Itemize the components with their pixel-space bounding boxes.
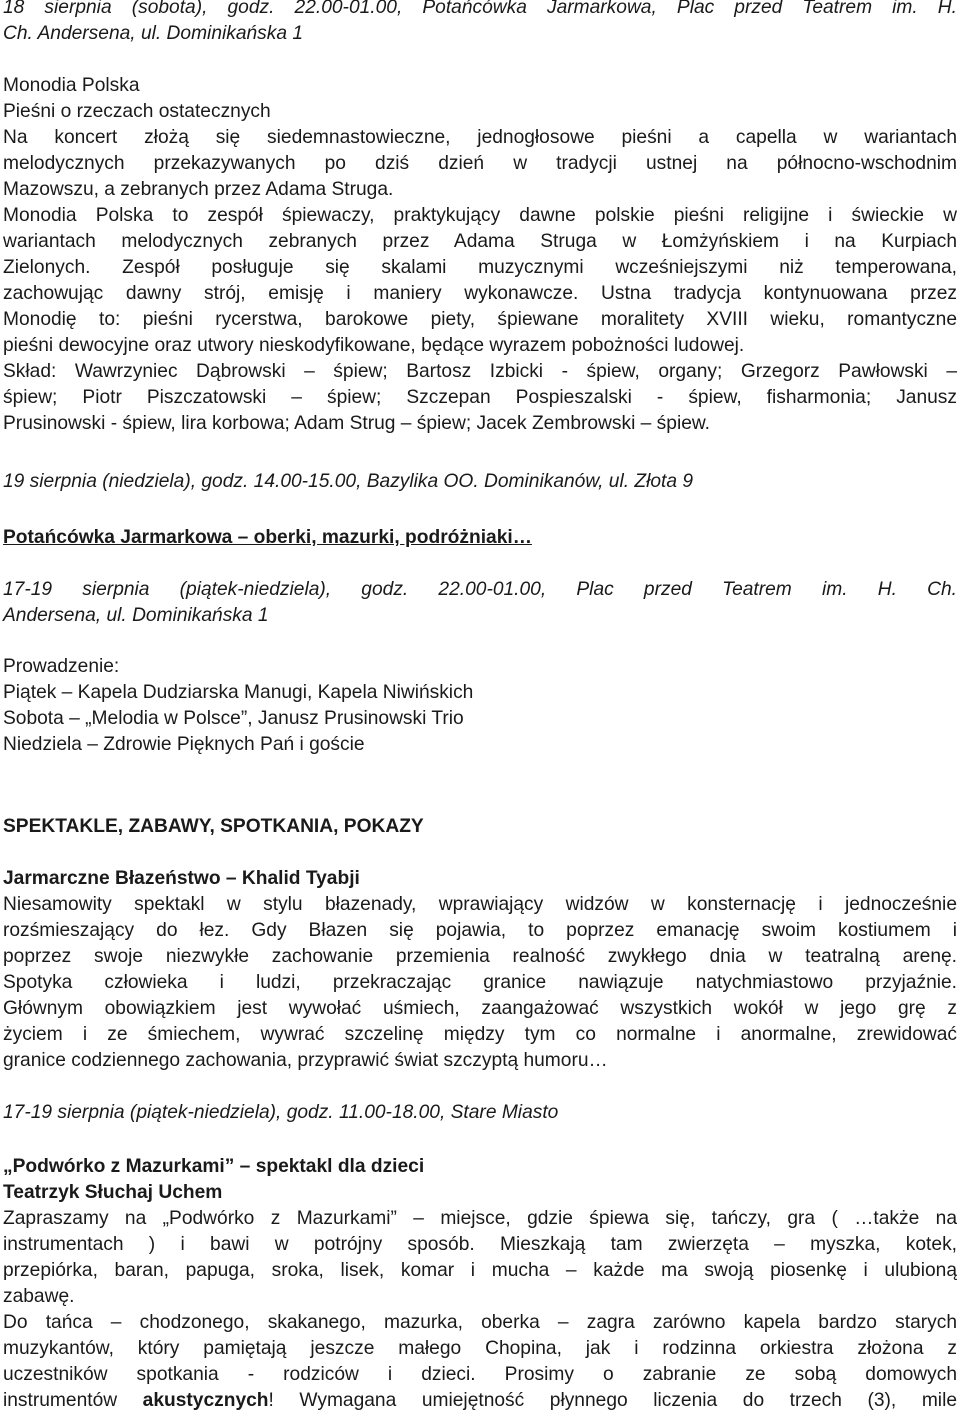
podworko-subtitle: Teatrzyk Słuchaj Uchem — [3, 1182, 223, 1203]
monodia-body-line: zachowując dawny strój, emisję i maniery wykonawcze. Ustna tradycja kontynuowana przez — [3, 283, 957, 304]
blazenstwo-body-line: granice codziennego zachowania, przyprawić świat szczyptą humoru… — [3, 1050, 608, 1071]
podworko-body-line: Do tańca – chodzonego, skakanego, mazurka, oberka – zagra zarówno kapela bardzo starych — [3, 1312, 957, 1333]
monodia-description-line: melodycznych przekazywanych po dziś dzień w tradycji ustnej na północno-wschodnim — [3, 153, 957, 174]
potancowka-hosts-label: Prowadzenie: — [3, 656, 120, 677]
potancowka-host-saturday: Sobota – „Melodia w Polsce”, Janusz Prusinowski Trio — [3, 708, 464, 729]
potancowka-header-line-1: 17-19 sierpnia (piątek-niedziela), godz. 22.00-01.00, Plac przed Teatrem im. H. Ch. — [3, 579, 957, 600]
section-heading: SPEKTAKLE, ZABAWY, SPOTKANIA, POKAZY — [3, 816, 424, 837]
potancowka-header-line-2: Andersena, ul. Dominikańska 1 — [3, 605, 269, 626]
monodia-header-line-1: 18 sierpnia (sobota), godz. 22.00-01.00, Potańcówka Jarmarkowa, Plac przed Teatrem im. H. — [3, 0, 957, 18]
potancowka-host-friday: Piątek – Kapela Dudziarska Manugi, Kapela Niwińskich — [3, 682, 474, 703]
monodia-lineup-line: śpiew; Piotr Piszczatowski – śpiew; Szczepan Pospieszalski - śpiew, fisharmonia; Janusz — [3, 387, 957, 408]
monodia-header-line-2: Ch. Andersena, ul. Dominikańska 1 — [3, 23, 304, 44]
podworko-last-line-start: instrumentów — [3, 1390, 143, 1411]
blazenstwo-body-line: Głównym obowiązkiem jest wywołać uśmiech, zaangażować wszystkich wokół w jego grę z — [3, 998, 957, 1019]
podworko-title: „Podwórko z Mazurkami” – spektakl dla dzieci — [3, 1156, 425, 1177]
monodia-title: Monodia Polska — [3, 75, 140, 96]
monodia-description-line: Mazowszu, a zebranych przez Adama Struga. — [3, 179, 394, 200]
podworko-body-line: przepiórka, baran, papuga, sroka, lisek, komar i mucha – każde ma swoją piosenkę i ulubioną — [3, 1260, 957, 1281]
monodia-body-line: Monodia Polska to zespół śpiewaczy, praktykujący dawne polskie pieśni religijne i świeckie w — [3, 205, 957, 226]
blazenstwo-body-line: życiem i ze śmiechem, wywrać szczelinę między tym co normalne i anormalne, zrewidować — [3, 1024, 957, 1045]
podworko-body-line: muzykantów, który pamiętają jeszcze małego Chopina, jak i rodzinna orkiestra złożona z — [3, 1338, 957, 1359]
blazenstwo-title: Jarmarczne Błazeństwo – Khalid Tyabji — [3, 868, 360, 889]
podworko-last-line-end: ! Wymagana umiejętność płynnego liczenia do trzech (3), mile — [268, 1390, 957, 1411]
podworko-last-line-bold: akustycznych — [142, 1390, 269, 1411]
monodia-body-line: wariantach melodycznych zebranych przez Adama Struga w Łomżyńskiem i na Kurpiach — [3, 231, 957, 252]
potancowka-title: Potańcówka Jarmarkowa – oberki, mazurki, podróżniaki… — [3, 527, 532, 548]
podworko-last-line — [3, 1388, 957, 1414]
monodia-body-line: Monodię to: pieśni rycerstwa, barokowe piety, śpiewane moralitety XVIII wieku, romantyczne — [3, 309, 957, 330]
monodia-subtitle: Pieśni o rzeczach ostatecznych — [3, 101, 271, 122]
blazenstwo-body-line: rozśmieszający do łez. Gdy Błazen się pojawia, to poprzez emanację swoim kostiumem i — [3, 920, 957, 941]
blazenstwo-schedule: 17-19 sierpnia (piątek-niedziela), godz. 11.00-18.00, Stare Miasto — [3, 1102, 559, 1123]
blazenstwo-body-line: Spotyka człowieka i ludzi, przekraczając granice nawiązuje natychmiastowo przyjaźnie. — [3, 972, 957, 993]
monodia-lineup-line: Skład: Wawrzyniec Dąbrowski – śpiew; Bartosz Izbicki - śpiew, organy; Grzegorz Pawłowski – — [3, 361, 957, 382]
podworko-body-line: zabawę. — [3, 1286, 75, 1307]
bazylika-header: 19 sierpnia (niedziela), godz. 14.00-15.00, Bazylika OO. Dominikanów, ul. Złota 9 — [3, 471, 694, 492]
blazenstwo-body-line: poprzez swoje niezwykłe zachowanie przemienia realność zwykłego dnia w teatralną arenę. — [3, 946, 957, 967]
monodia-lineup-line: Prusinowski - śpiew, lira korbowa; Adam Strug – śpiew; Jacek Zembrowski – śpiew. — [3, 413, 711, 434]
podworko-body-line: Zapraszamy na „Podwórko z Mazurkami” – miejsce, gdzie śpiewa się, tańczy, gra ( …także na — [3, 1208, 957, 1229]
potancowka-host-sunday: Niedziela – Zdrowie Pięknych Pań i goście — [3, 734, 365, 755]
monodia-description-line: Na koncert złożą się siedemnastowieczne, jednogłosowe pieśni a capella w wariantach — [3, 127, 957, 148]
monodia-body-line: pieśni dewocyjne oraz utwory nieskodyfikowane, będące wyrazem pobożności ludowej. — [3, 335, 745, 356]
blazenstwo-body-line: Niesamowity spektakl w stylu błazenady, wprawiający widzów w konsternację i jednocześnie — [3, 894, 957, 915]
monodia-body-line: Zielonych. Zespół posługuje się skalami muzycznymi wcześniejszymi niż temperowana, — [3, 257, 957, 278]
podworko-body-line: uczestników spotkania - rodziców i dzieci. Prosimy o zabranie ze sobą domowych — [3, 1364, 957, 1385]
podworko-body-line: instrumentach ) i bawi w potrójny sposób. Mieszkają tam zwierzęta – myszka, kotek, — [3, 1234, 957, 1255]
